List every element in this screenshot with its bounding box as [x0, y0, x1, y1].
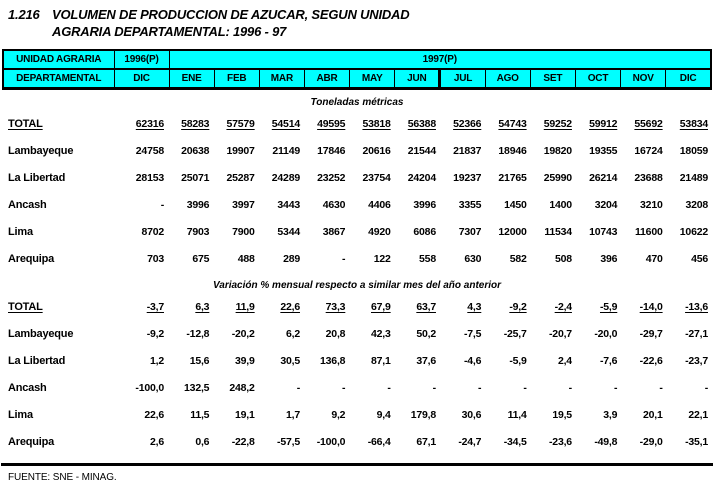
data-cell: 10622 — [679, 226, 708, 238]
data-cell: -24,7 — [458, 436, 482, 448]
data-cell: - — [704, 382, 708, 394]
data-cell: 675 — [192, 253, 210, 265]
header-month-dic: DIC — [666, 69, 711, 88]
data-cell: 508 — [555, 253, 572, 265]
row-label: Lima — [8, 409, 33, 421]
data-cell: 22,1 — [688, 409, 708, 421]
data-cell: 3996 — [413, 199, 436, 211]
table-row — [2, 138, 712, 165]
header-month-ene: ENE — [169, 69, 214, 88]
row-label: Ancash — [8, 382, 47, 394]
data-cell: 8702 — [141, 226, 164, 238]
data-cell: - — [568, 382, 572, 394]
data-cell: - — [432, 382, 436, 394]
title-block — [0, 0, 715, 40]
data-cell: 37,6 — [416, 355, 436, 367]
data-cell: 23754 — [362, 172, 391, 184]
page-title: VOLUMEN DE PRODUCCION DE AZUCAR, SEGUN UNIDAD — [52, 7, 410, 22]
data-cell: 19,5 — [552, 409, 572, 421]
data-cell: -7,6 — [599, 355, 618, 367]
data-cell: - — [387, 382, 391, 394]
row-label: Ancash — [8, 199, 47, 211]
data-cell: 87,1 — [371, 355, 391, 367]
data-cell: 73,3 — [325, 301, 346, 313]
header-month-jun: JUN — [395, 69, 440, 88]
data-cell: 4920 — [368, 226, 391, 238]
data-cell: 58283 — [181, 118, 210, 130]
data-cell: 15,6 — [189, 355, 210, 367]
data-cell: 20,8 — [325, 328, 346, 340]
page-title-line2: AGRARIA DEPARTAMENTAL: 1996 - 97 — [52, 24, 287, 39]
data-cell: 1450 — [504, 199, 527, 211]
data-cell: 20616 — [362, 145, 391, 157]
data-cell: 59912 — [589, 118, 618, 130]
data-cell: 25287 — [226, 172, 255, 184]
data-cell: - — [296, 382, 300, 394]
row-label: Arequipa — [8, 436, 55, 448]
data-cell: 9,4 — [376, 409, 391, 421]
data-cell: 67,1 — [416, 436, 436, 448]
data-cell: 11600 — [634, 226, 663, 238]
data-cell: 3443 — [277, 199, 300, 211]
header-month-jul: JUL — [440, 69, 485, 88]
data-cell: -20,2 — [231, 328, 255, 340]
data-cell: -23,6 — [549, 436, 572, 448]
data-cell: 22,6 — [144, 409, 164, 421]
data-cell: 470 — [645, 253, 663, 265]
data-cell: -66,4 — [367, 436, 391, 448]
data-cell: 19,1 — [235, 409, 255, 421]
header-departamental: DEPARTAMENTAL — [3, 69, 114, 88]
data-cell: -35,1 — [685, 436, 708, 448]
data-cell: 11,4 — [507, 409, 527, 421]
data-cell: -100,0 — [316, 436, 346, 448]
data-cell: 26214 — [589, 172, 618, 184]
data-cell: 54743 — [498, 118, 527, 130]
data-cell: 289 — [283, 253, 300, 265]
table-row — [2, 219, 712, 246]
row-label: Lambayeque — [8, 145, 74, 157]
row-label: Lambayeque — [8, 328, 74, 340]
data-cell: 122 — [373, 253, 391, 265]
header-month-ago: AGO — [485, 69, 530, 88]
data-cell: 49595 — [317, 118, 346, 130]
table-row — [2, 246, 712, 273]
data-cell: 10743 — [589, 226, 618, 238]
data-cell: - — [478, 382, 482, 394]
data-cell: 11,5 — [190, 409, 210, 421]
data-cell: -49,8 — [594, 436, 618, 448]
data-cell: 22,6 — [280, 301, 300, 313]
section-caption-variacion: Variación % mensual respecto a similar mes del año anterior — [212, 279, 502, 291]
table-row — [2, 321, 712, 348]
table-number: 1.216 — [8, 7, 40, 22]
data-cell: 630 — [464, 253, 482, 265]
data-cell: 21544 — [407, 145, 436, 157]
section-caption-toneladas: Toneladas métricas — [310, 96, 404, 108]
data-cell: -9,2 — [146, 328, 164, 340]
data-cell: 3997 — [232, 199, 255, 211]
data-cell: 28153 — [135, 172, 164, 184]
data-cell: 6,2 — [285, 328, 300, 340]
data-cell: 53834 — [679, 118, 708, 130]
data-cell: 53818 — [362, 118, 391, 130]
data-cell: 582 — [509, 253, 527, 265]
data-cell: 67,9 — [371, 301, 391, 313]
row-label: Arequipa — [8, 253, 55, 265]
data-cell: 3210 — [640, 199, 663, 211]
data-cell: 4,3 — [467, 301, 482, 313]
data-cell: 11534 — [544, 226, 572, 238]
data-cell: 19907 — [226, 145, 255, 157]
data-cell: - — [342, 253, 346, 265]
row-label: Lima — [8, 226, 33, 238]
table-header — [2, 49, 712, 90]
data-cell: -57,5 — [277, 436, 300, 448]
header-1997: 1997(P) — [169, 50, 711, 69]
data-cell: 7903 — [186, 226, 210, 238]
data-cell: 2,4 — [557, 355, 572, 367]
data-cell: 59252 — [543, 118, 572, 130]
header-month-oct: OCT — [575, 69, 620, 88]
data-cell: -22,8 — [231, 436, 255, 448]
data-cell: 62316 — [135, 118, 164, 130]
data-cell: 9,2 — [331, 409, 346, 421]
data-cell: 3,9 — [603, 409, 618, 421]
data-cell: -12,8 — [186, 328, 210, 340]
data-cell: 3867 — [322, 226, 346, 238]
table-row — [2, 348, 712, 375]
data-table-variacion — [2, 294, 712, 456]
data-cell: 39,9 — [235, 355, 255, 367]
data-cell: 19237 — [453, 172, 482, 184]
data-cell: -23,7 — [685, 355, 708, 367]
data-cell: 7307 — [458, 226, 482, 238]
data-cell: 179,8 — [410, 409, 436, 421]
footer-rule — [1, 463, 713, 466]
data-cell: -4,6 — [464, 355, 482, 367]
header-month-feb: FEB — [214, 69, 259, 88]
header-row-months — [3, 69, 711, 88]
data-cell: -34,5 — [503, 436, 527, 448]
data-cell: 21149 — [272, 145, 300, 157]
data-cell: 54514 — [271, 118, 300, 130]
row-label: La Libertad — [8, 172, 66, 184]
data-cell: 24204 — [407, 172, 436, 184]
source-note: FUENTE: SNE - MINAG. — [8, 471, 117, 483]
header-month-abr: ABR — [304, 69, 349, 88]
data-cell: 55692 — [634, 118, 663, 130]
data-cell: 4406 — [368, 199, 391, 211]
data-cell: 4630 — [322, 199, 346, 211]
data-cell: - — [342, 382, 346, 394]
data-cell: 30,5 — [280, 355, 300, 367]
data-cell: -100,0 — [135, 382, 164, 394]
data-cell: -2,4 — [554, 301, 572, 313]
data-cell: 63,7 — [416, 301, 436, 313]
data-cell: 20,1 — [642, 409, 663, 421]
data-cell: 11,9 — [235, 301, 255, 313]
data-cell: 42,3 — [371, 328, 391, 340]
data-cell: 3208 — [685, 199, 708, 211]
data-cell: - — [523, 382, 527, 394]
data-cell: 5344 — [277, 226, 300, 238]
data-cell: 23688 — [634, 172, 663, 184]
data-cell: -5,9 — [509, 355, 527, 367]
data-cell: 19355 — [589, 145, 618, 157]
data-cell: 20638 — [181, 145, 210, 157]
header-month-may: MAY — [350, 69, 395, 88]
data-cell: 0,6 — [195, 436, 210, 448]
data-cell: 3355 — [458, 199, 482, 211]
data-cell: -25,7 — [503, 328, 527, 340]
data-cell: 456 — [691, 253, 708, 265]
data-cell: 56388 — [407, 118, 436, 130]
data-cell: 12000 — [498, 226, 527, 238]
header-unidad-agraria: UNIDAD AGRARIA — [3, 50, 114, 69]
table-row — [2, 192, 712, 219]
data-cell: 52366 — [453, 118, 482, 130]
data-cell: 1,7 — [285, 409, 300, 421]
header-month-mar: MAR — [259, 69, 304, 88]
data-cell: - — [659, 382, 663, 394]
data-cell: 24758 — [135, 145, 164, 157]
data-cell: 488 — [237, 253, 255, 265]
data-cell: 3204 — [594, 199, 618, 211]
data-cell: - — [160, 199, 164, 211]
header-month-set: SET — [530, 69, 575, 88]
data-cell: 1,2 — [150, 355, 164, 367]
table-row — [2, 429, 712, 456]
data-cell: 18946 — [498, 145, 527, 157]
data-cell: 396 — [600, 253, 618, 265]
row-label: TOTAL — [8, 118, 43, 130]
data-cell: -27,1 — [685, 328, 708, 340]
data-cell: 57579 — [226, 118, 255, 130]
data-cell: -9,2 — [509, 301, 527, 313]
data-cell: 18059 — [679, 145, 708, 157]
row-label: La Libertad — [8, 355, 66, 367]
header-row-years — [3, 50, 711, 69]
data-cell: 1400 — [549, 199, 572, 211]
data-cell: -22,6 — [639, 355, 663, 367]
data-cell: 30,6 — [461, 409, 482, 421]
data-cell: -20,0 — [594, 328, 618, 340]
table-row — [2, 111, 712, 138]
data-cell: -14,0 — [639, 301, 663, 313]
data-cell: -13,6 — [685, 301, 708, 313]
data-cell: 16724 — [634, 145, 663, 157]
data-cell: 24289 — [271, 172, 300, 184]
data-cell: 3996 — [186, 199, 210, 211]
data-cell: 132,5 — [184, 382, 210, 394]
data-table-toneladas — [2, 111, 712, 273]
row-label: TOTAL — [8, 301, 43, 313]
data-cell: 6,3 — [195, 301, 210, 313]
data-cell: 17846 — [317, 145, 346, 157]
table-row — [2, 375, 712, 402]
data-cell: -3,7 — [146, 301, 164, 313]
header-dic-1996: DIC — [114, 69, 169, 88]
data-cell: -20,7 — [549, 328, 572, 340]
header-1996: 1996(P) — [114, 50, 169, 69]
data-cell: 703 — [147, 253, 164, 265]
data-cell: -29,7 — [639, 328, 663, 340]
data-cell: 21765 — [498, 172, 527, 184]
data-cell: 21837 — [453, 145, 482, 157]
data-cell: 21489 — [679, 172, 708, 184]
data-cell: 7900 — [232, 226, 255, 238]
data-cell: 23252 — [317, 172, 346, 184]
data-cell: 248,2 — [229, 382, 255, 394]
table-row — [2, 165, 712, 192]
data-cell: 558 — [419, 253, 436, 265]
header-month-nov: NOV — [621, 69, 666, 88]
data-cell: 2,6 — [150, 436, 164, 448]
table-row — [2, 402, 712, 429]
data-cell: 25071 — [181, 172, 210, 184]
data-cell: -29,0 — [639, 436, 663, 448]
data-cell: 19820 — [543, 145, 572, 157]
data-cell: -5,9 — [599, 301, 618, 313]
table-row — [2, 294, 712, 321]
data-cell: 50,2 — [416, 328, 436, 340]
data-cell: 6086 — [413, 226, 436, 238]
data-cell: -7,5 — [464, 328, 482, 340]
data-cell: 25990 — [543, 172, 572, 184]
data-cell: - — [613, 382, 618, 394]
data-cell: 136,8 — [320, 355, 346, 367]
